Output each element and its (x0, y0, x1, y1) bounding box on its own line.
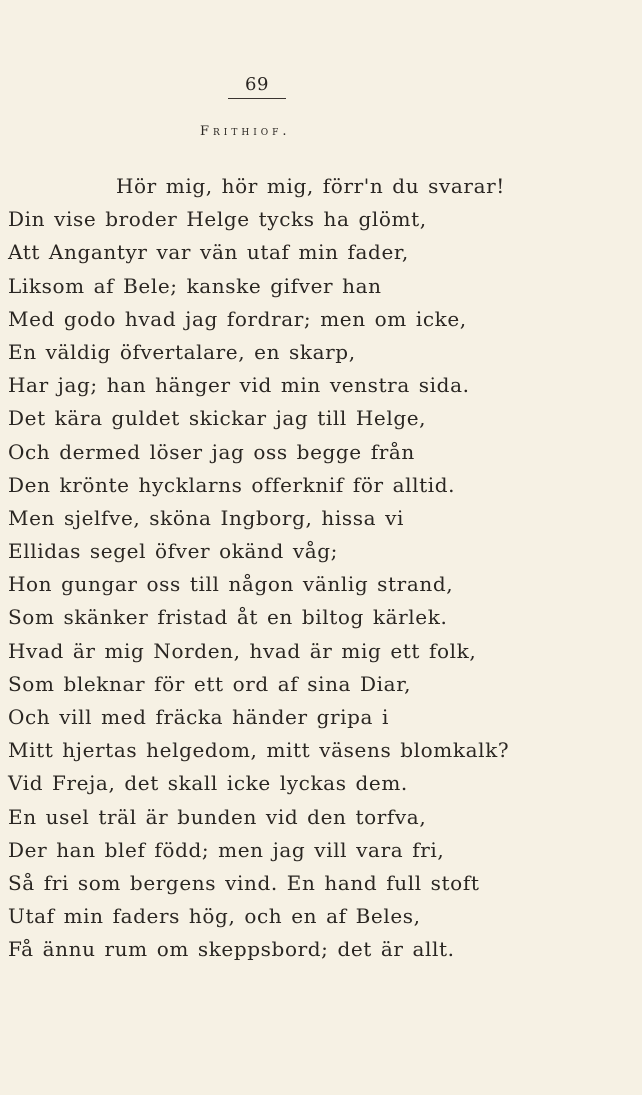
verse-line: En usel träl är bunden vid den torfva, (8, 804, 427, 829)
page-number: 69 (228, 76, 286, 99)
verse-line: Der han blef född; men jag vill vara fri, (8, 837, 445, 862)
verse-line: Hör mig, hör mig, förr'n du svarar! (116, 174, 505, 198)
verse-line: Få ännu rum om skeppsbord; det är allt. (8, 937, 455, 962)
verse-line: Hon gungar oss till någon vänlig strand, (8, 572, 454, 597)
verse-line: Den krönte hycklarns offerknif för alltid. (8, 472, 456, 497)
verse-line: Ellidas segel öfver okänd våg; (8, 539, 339, 564)
verse-line: Din vise broder Helge tycks ha glömt, (8, 207, 427, 232)
verse-line: Har jag; han hänger vid min venstra sida. (8, 373, 470, 398)
verse-line: Vid Freja, det skall icke lyckas dem. (8, 771, 408, 796)
verse-text (8, 170, 638, 967)
verse-line: Utaf min faders hög, och en af Beles, (8, 904, 421, 929)
verse-line: Men sjelfve, sköna Ingborg, hissa vi (8, 505, 404, 530)
verse-line: Som skänker fristad åt en biltog kärlek. (8, 605, 448, 630)
verse-line: Och dermed löser jag oss begge från (8, 439, 415, 464)
speaker-name: Frithiof. (200, 124, 291, 139)
verse-line: Som bleknar för ett ord af sina Diar, (8, 671, 412, 696)
verse-line: Det kära guldet skickar jag till Helge, (8, 406, 427, 431)
verse-line: Mitt hjertas helgedom, mitt väsens blomkalk? (8, 738, 510, 763)
verse-line: Hvad är mig Norden, hvad är mig ett folk, (8, 638, 477, 663)
verse-line: Så fri som bergens vind. En hand full stoft (8, 870, 480, 895)
verse-line: Liksom af Bele; kanske gifver han (8, 273, 382, 298)
verse-line: Och vill med fräcka händer gripa i (8, 705, 390, 729)
verse-line: Med godo hvad jag fordrar; men om icke, (8, 306, 467, 331)
verse-line: En väldig öfvertalare, en skarp, (8, 339, 356, 364)
verse-line: Att Angantyr var vän utaf min fader, (8, 240, 409, 265)
